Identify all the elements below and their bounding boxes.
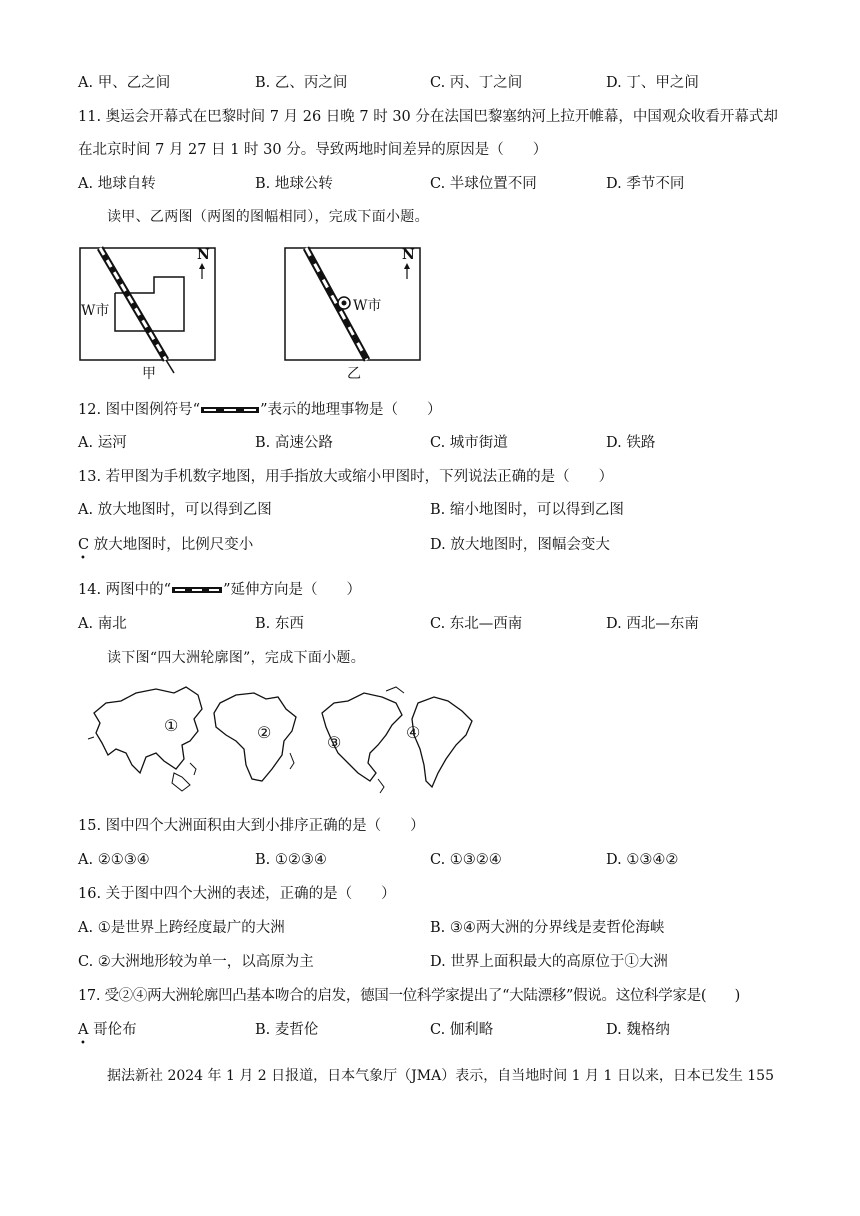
q15-option-c: C. ①③②④ [430,852,502,868]
q12-option-c: C. 城市街道 [430,435,508,451]
q11-option-b: B. 地球公转 [255,176,333,192]
intro-continents: 读下图“四大洲轮廓图”，完成下面小题。 [107,650,366,666]
continent-label-1: ① [164,716,179,735]
q12-stem-after: ”表示的地理事物是（ ） [260,402,442,418]
q16-option-b: B. ③④两大洲的分界线是麦哲伦海峡 [430,920,665,936]
q12-option-d: D. 铁路 [606,435,656,451]
continent-label-2: ② [257,723,272,742]
q16-option-c: C. ②大洲地形较为单一，以高原为主 [78,954,314,970]
q15-option-a: A. ②①③④ [78,852,150,868]
q15-option-d: D. ①③④② [606,852,679,868]
map-jia [78,245,228,385]
north-label-jia: N [197,247,210,263]
q13-option-a: A. 放大地图时，可以得到乙图 [78,502,272,518]
stray-dot: • [80,553,86,564]
q16-stem: 16. 关于图中四个大洲的表述，正确的是（ ） [78,886,396,902]
caption-yi: 乙 [347,366,361,382]
q17-option-d: D. 魏格纳 [606,1022,670,1038]
q14-option-d: D. 西北—东南 [606,616,699,632]
intro-news: 据法新社 2024 年 1 月 2 日报道，日本气象厅（JMA）表示，自当地时间 1 月 1 日以来，日本已发生 155 [107,1068,774,1084]
q15-stem: 15. 图中四个大洲面积由大到小排序正确的是（ ） [78,818,425,834]
q12-option-a: A. 运河 [78,435,127,451]
caption-jia: 甲 [142,366,156,382]
q16-option-d: D. 世界上面积最大的高原位于①大洲 [430,954,668,970]
q13-option-d: D. 放大地图时，图幅会变大 [430,537,610,553]
city-label-jia: W市 [81,303,110,319]
q10-option-d: D. 丁、甲之间 [606,75,699,91]
q11-option-d: D. 季节不同 [606,176,685,192]
q17-option-c: C. 伽利略 [430,1022,494,1038]
q14-option-c: C. 东北—西南 [430,616,523,632]
intro-maps: 读甲、乙两图（两图的图幅相同），完成下面小题。 [107,209,429,225]
continent-label-3: ③ [327,733,342,752]
q13-stem: 13. 若甲图为手机数字地图，用手指放大或缩小甲图时，下列说法正确的是（ ） [78,469,614,485]
q11-option-a: A. 地球自转 [78,176,156,192]
q14-option-a: A. 南北 [78,616,127,632]
railway-legend-icon-2 [171,585,223,595]
stray-dot-2: • [80,1038,86,1049]
q12-stem [78,400,442,420]
q11-stem-line1: 11. 奥运会开幕式在巴黎时间 7 月 26 日晚 7 时 30 分在法国巴黎塞纳河上拉开帷幕，中国观众收看开幕式却 [78,109,778,125]
q17-option-b: B. 麦哲伦 [255,1022,319,1038]
north-label-yi: N [402,247,415,263]
railway-legend-icon [200,405,260,415]
q16-option-a: A. ①是世界上跨经度最广的大洲 [78,920,285,936]
q14-stem [78,580,361,600]
continents-figure [86,683,478,798]
q13-option-b: B. 缩小地图时，可以得到乙图 [430,502,624,518]
q12-stem-before: 12. 图中图例符号“ [78,402,201,418]
q10-option-b: B. 乙、丙之间 [255,75,348,91]
continent-label-4: ④ [406,723,421,742]
q17-stem: 17. 受②④两大洲轮廓凹凸基本吻合的启发，德国一位科学家提出了“大陆漂移”假说。这位科学家是( ) [78,988,741,1004]
q11-stem-line2: 在北京时间 7 月 27 日 1 时 30 分。导致两地时间差异的原因是（ ） [78,142,548,158]
q14-stem-before: 14. 两图中的“ [78,582,172,598]
q10-option-c: C. 丙、丁之间 [430,75,523,91]
q17-option-a: A 哥伦布 [78,1022,137,1038]
q11-option-c: C. 半球位置不同 [430,176,537,192]
city-label-yi: W市 [353,298,382,314]
map-yi [283,245,433,385]
q14-option-b: B. 东西 [255,616,304,632]
q13-option-c: C 放大地图时，比例尺变小 [78,537,254,553]
q12-option-b: B. 高速公路 [255,435,333,451]
q15-option-b: B. ①②③④ [255,852,327,868]
q10-option-a: A. 甲、乙之间 [78,75,171,91]
q14-stem-after: ”延伸方向是（ ） [223,582,362,598]
